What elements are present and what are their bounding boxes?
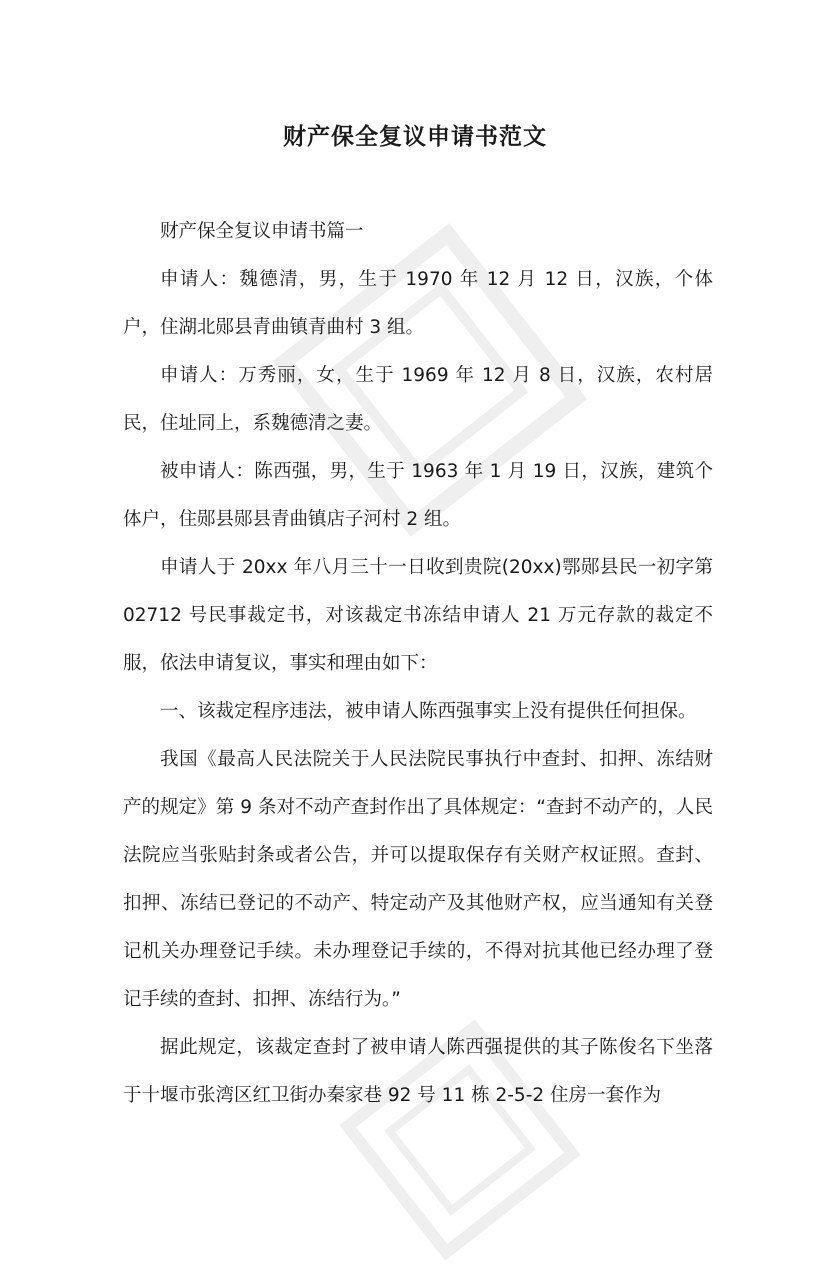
paragraph: 我国《最高人民法院关于人民法院民事执行中查封、扣押、冻结财产的规定》第 9 条对不动产查封作出了具体规定：“查封不动产的，人民法院应当张贴封条或者公告，并可以提取保存有关财产权证照。查封、扣押、冻结已登记的不动产、特定动产及其他财产权，应当通知有关登记机关办理登记手续。未办理登记手续的，不得对抗其他已经办理了登记手续的查封、扣押、冻结行为。” (123, 749, 713, 1010)
section-heading: 财产保全复议申请书篇一 (160, 221, 364, 242)
paragraph: 申请人：万秀丽，女，生于 1969 年 12 月 8 日，汉族，农村居民，住址同上，系魏德清之妻。 (123, 365, 713, 434)
paragraph: 被申请人：陈西强，男，生于 1963 年 1 月 19 日，汉族，建筑个体户，住郧县郧县青曲镇店子河村 2 组。 (123, 461, 713, 530)
paragraph: 据此规定，该裁定查封了被申请人陈西强提供的其子陈俊名下坐落于十堰市张湾区红卫街办秦家巷 92 号 11 栋 2-5-2 住房一套作为 (123, 1037, 713, 1106)
paragraph: 一、该裁定程序违法，被申请人陈西强事实上没有提供任何担保。 (160, 701, 697, 722)
document-title: 财产保全复议申请书范文 (283, 124, 547, 150)
document-body (123, 208, 713, 1120)
paragraph: 申请人于 20xx 年八月三十一日收到贵院(20xx)鄂郧县民一初字第 02712 号民事裁定书，对该裁定书冻结申请人 21 万元存款的裁定不服，依法申请复议，事实和理由如下： (123, 557, 713, 674)
paragraph: 申请人：魏德清，男，生于 1970 年 12 月 12 日，汉族，个体户，住湖北郧县青曲镇青曲村 3 组。 (123, 269, 713, 338)
